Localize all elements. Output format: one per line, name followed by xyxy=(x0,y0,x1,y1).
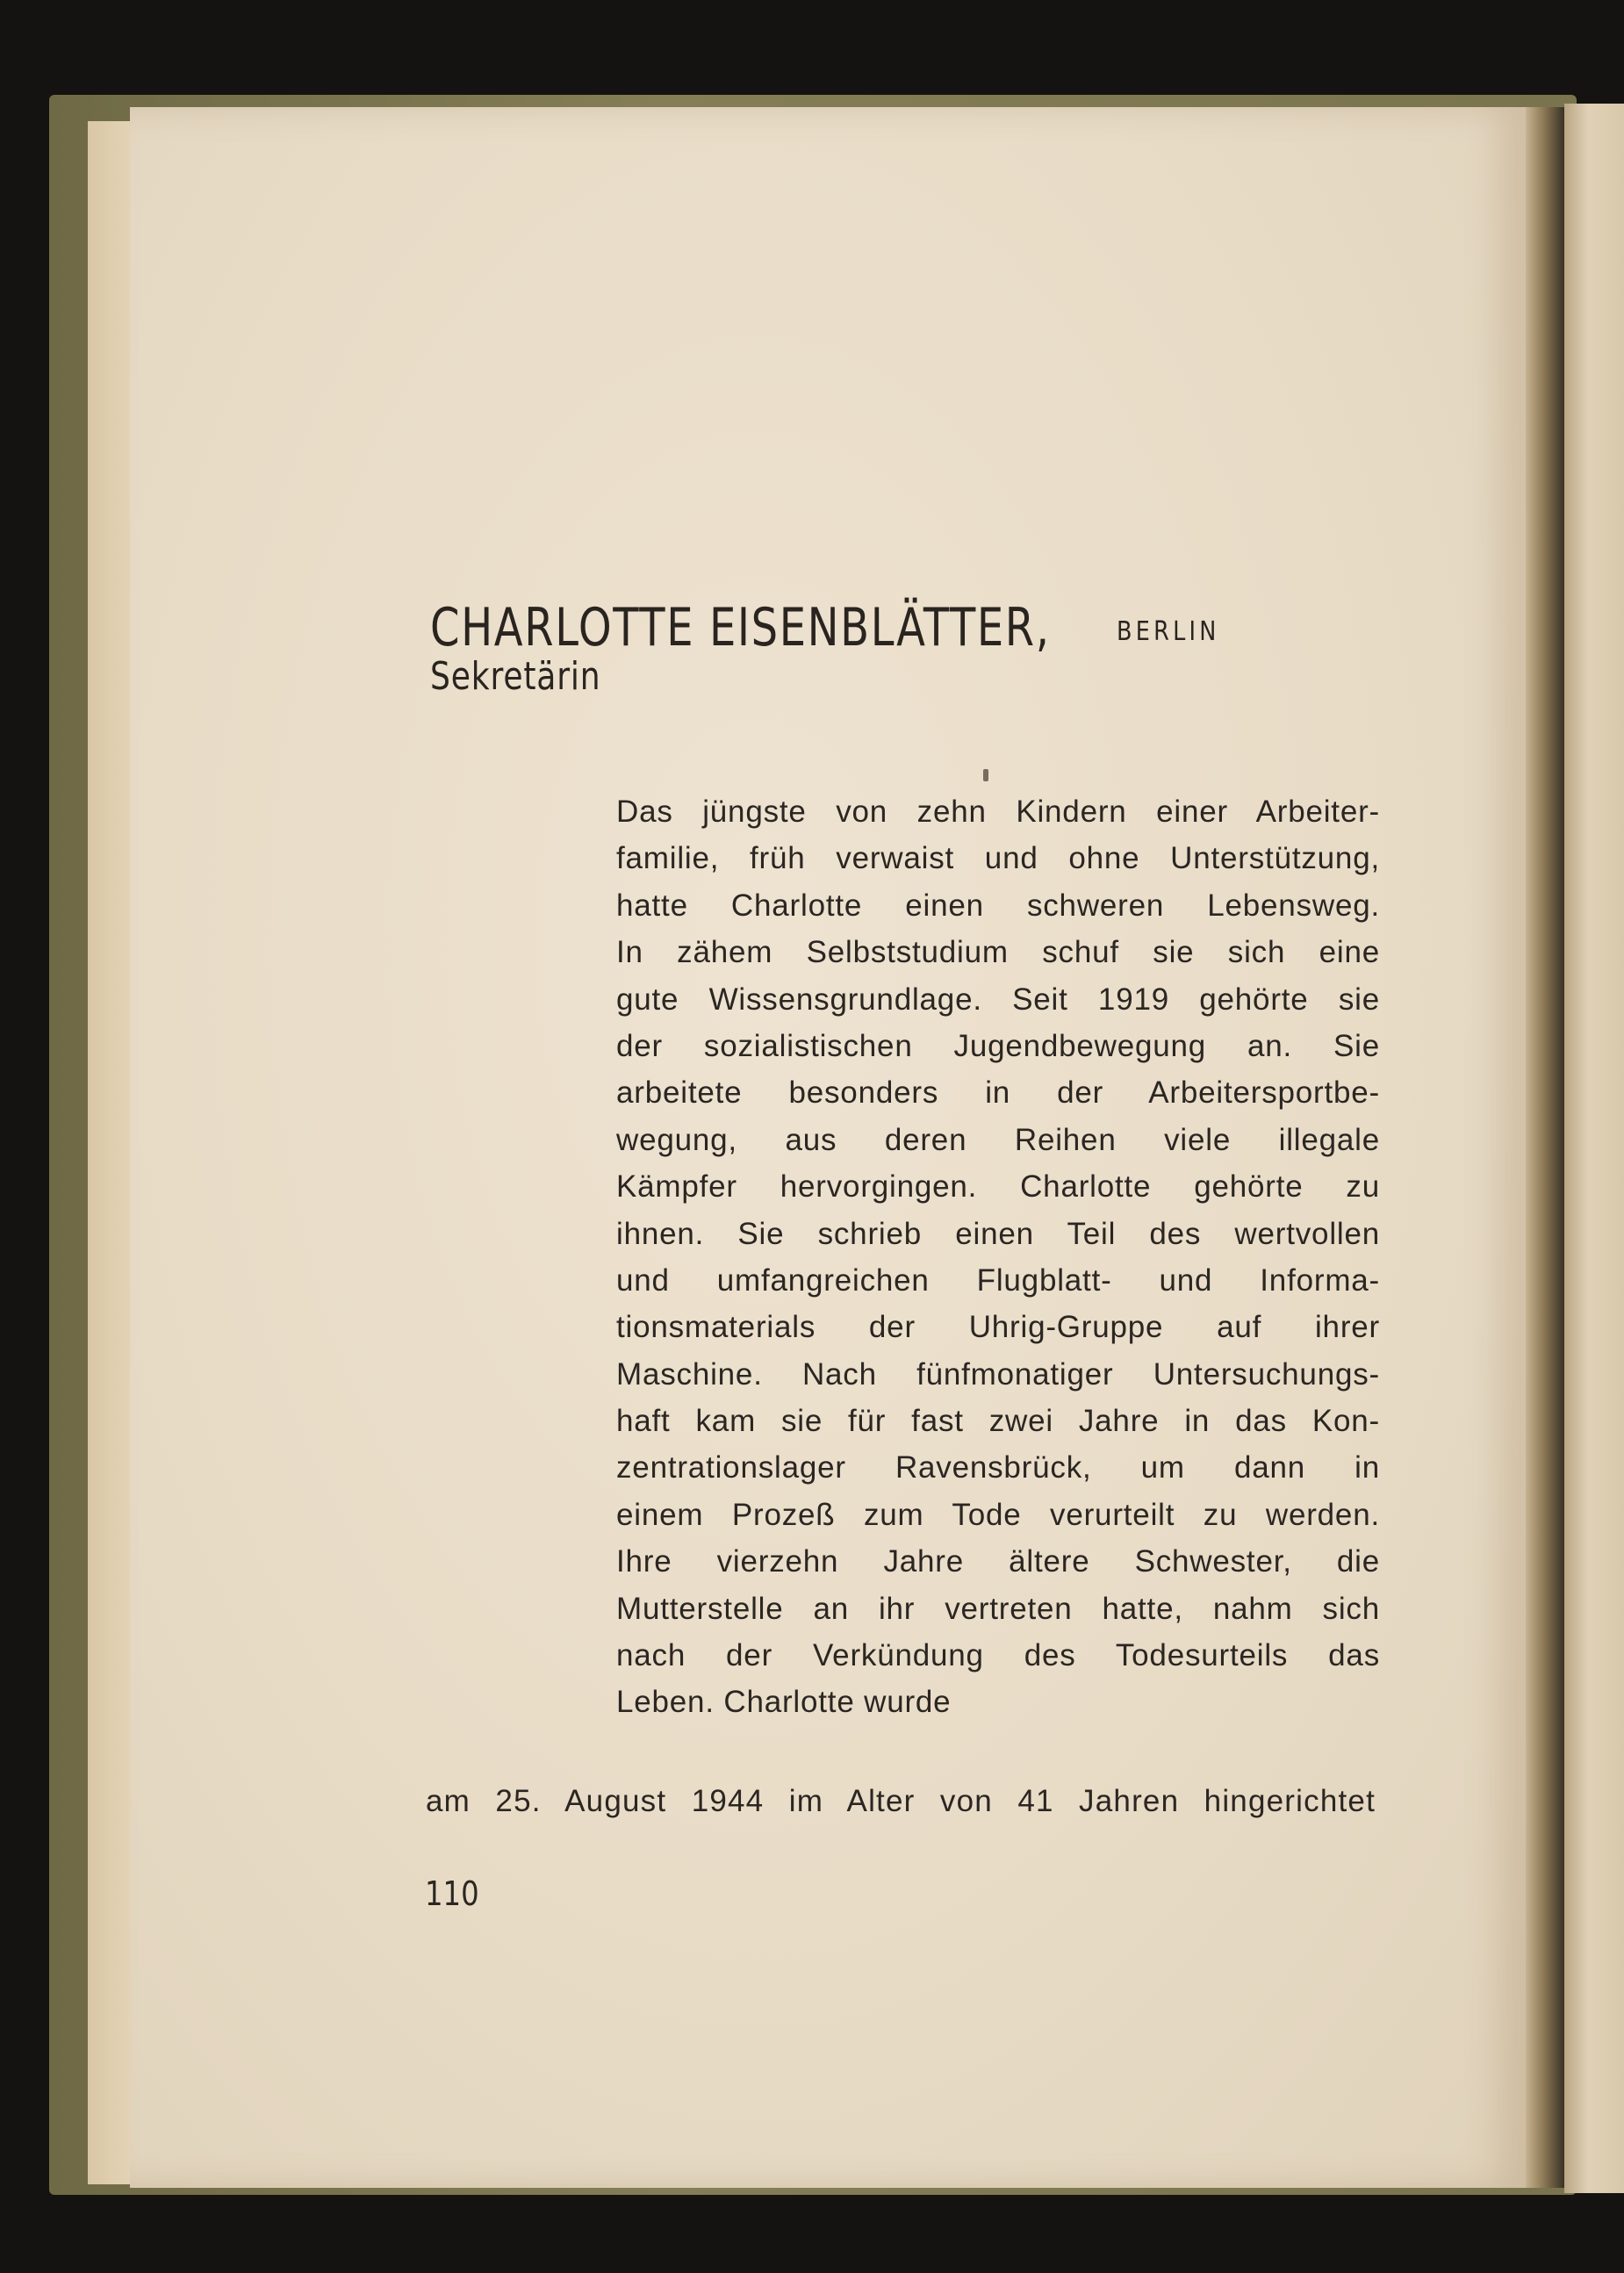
text-line: Das jüngste von zehn Kindern einer Arbeiter- xyxy=(616,795,1380,829)
text-line: wegung, aus deren Reihen viele illegale xyxy=(616,1122,1380,1157)
text-line: Kämpfer hervorgingen. Charlotte gehörte zu xyxy=(616,1169,1380,1205)
book-gutter xyxy=(1526,107,1564,2188)
page-heading xyxy=(430,597,1220,658)
text-line: und umfangreichen Flugblatt- und Informa- xyxy=(616,1262,1380,1298)
text-line: Maschine. Nach fünfmonatiger Untersuchungs- xyxy=(616,1356,1380,1392)
text-line: zentrationslager Ravensbrück, um dann in xyxy=(616,1450,1380,1485)
text-line: haft kam sie für fast zwei Jahre in das Kon- xyxy=(616,1404,1380,1439)
text-line: einem Prozeß zum Tode verurteilt zu werden. xyxy=(616,1497,1380,1532)
text-line: Leben. Charlotte wurde xyxy=(616,1685,952,1720)
text-line: Mutterstelle an ihr vertreten hatte, nahm sich xyxy=(616,1591,1380,1626)
page-number: 110 xyxy=(425,1874,479,1913)
closing-line: am 25. August 1944 im Alter von 41 Jahren hingerichtet xyxy=(426,1784,1376,1818)
person-name: CHARLOTTE EISENBLÄTTER, xyxy=(430,597,1051,658)
text-line: Ihre vierzehn Jahre ältere Schwester, die xyxy=(616,1544,1380,1579)
ink-speck xyxy=(983,769,988,781)
text-line: In zähem Selbststudium schuf sie sich eine xyxy=(616,935,1380,970)
text-line: hatte Charlotte einen schweren Lebensweg. xyxy=(616,888,1380,923)
text-line: gute Wissensgrundlage. Seit 1919 gehörte sie xyxy=(616,982,1380,1017)
text-line: tionsmaterials der Uhrig-Gruppe auf ihrer xyxy=(616,1310,1380,1345)
text-line: nach der Verkündung des Todesurteils das xyxy=(616,1638,1380,1673)
text-line: familie, früh verwaist und ohne Unterstützung, xyxy=(616,841,1380,876)
text-line: der sozialistischen Jugendbewegung an. Sie xyxy=(616,1028,1380,1063)
occupation-label: Sekretärin xyxy=(430,654,601,699)
text-line: arbeitete besonders in der Arbeitersportbe- xyxy=(616,1075,1380,1111)
next-page-edge xyxy=(1564,104,1624,2193)
text-line: ihnen. Sie schrieb einen Teil des wertvollen xyxy=(616,1216,1380,1251)
biography-paragraph xyxy=(616,788,1380,1726)
city-label: BERLIN xyxy=(1117,616,1220,647)
